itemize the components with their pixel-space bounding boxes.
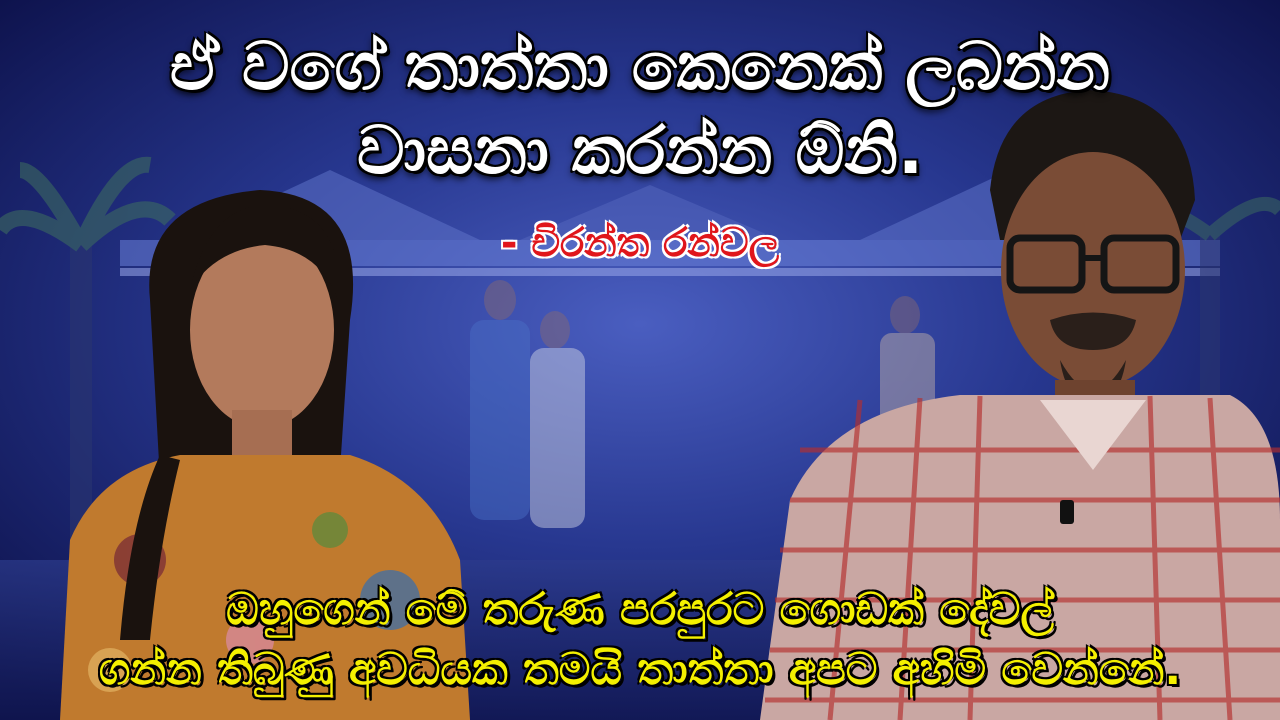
caption-line-1: ඔහුගෙන් මේ තරුණ පරපුරට ගොඩක් දේවල්: [226, 584, 1054, 635]
caption-line-2: ගන්න තිබුණු අවධියක තමයි තාත්තා අපට අහිමි වෙන්නේ.: [98, 644, 1182, 695]
quote-line-2: වාසනා කරන්න ඕනි.: [356, 112, 924, 189]
quote-author: - චිරන්ත රන්වල: [500, 220, 780, 266]
quote-line-1: ඒ වගේ තාත්තා කෙනෙක් ලබන්න: [169, 28, 1111, 105]
